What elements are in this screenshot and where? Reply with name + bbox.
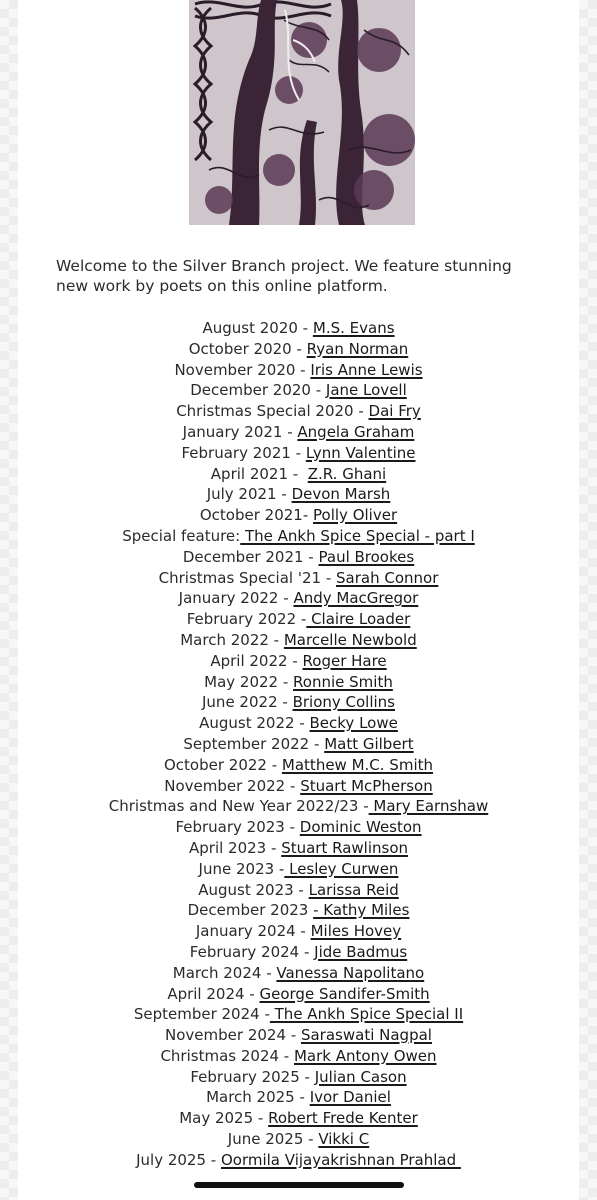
feature-date: November 2022 - xyxy=(164,776,301,795)
feature-entry xyxy=(20,651,577,672)
home-indicator[interactable] xyxy=(194,1182,404,1188)
feature-date: February 2023 - xyxy=(175,818,300,837)
feature-date: Christmas 2024 - xyxy=(160,1046,294,1065)
feature-entry xyxy=(20,339,577,360)
poet-link[interactable]: Stuart McPherson xyxy=(300,776,433,795)
poet-link[interactable]: Marcelle Newbold xyxy=(283,630,417,649)
feature-date: Christmas Special '21 - xyxy=(158,568,336,587)
feature-date: February 2025 - xyxy=(190,1067,315,1086)
feature-entry xyxy=(20,443,577,464)
poet-link[interactable]: Angela Graham xyxy=(297,422,415,441)
poet-link[interactable]: Polly Oliver xyxy=(313,506,398,525)
feature-entry xyxy=(20,1108,577,1129)
feature-entry xyxy=(20,796,577,817)
poet-link[interactable]: Becky Lowe xyxy=(309,714,398,733)
feature-entry xyxy=(20,900,577,921)
feature-entry xyxy=(20,609,577,630)
feature-entry xyxy=(20,380,577,401)
poet-link[interactable]: - Kathy Miles xyxy=(313,901,410,920)
poet-link[interactable]: Mary Earnshaw xyxy=(368,797,489,816)
feature-entry xyxy=(20,713,577,734)
feature-entry xyxy=(20,484,577,505)
feature-entry xyxy=(20,547,577,568)
feature-entry xyxy=(20,692,577,713)
side-pattern-left xyxy=(0,0,18,1200)
feature-date: November 2024 - xyxy=(165,1026,301,1045)
poet-link[interactable]: Claire Loader xyxy=(306,610,411,629)
feature-date: October 2021- xyxy=(199,506,314,525)
poet-link[interactable]: George Sandifer-Smith xyxy=(259,984,430,1003)
feature-entry xyxy=(20,817,577,838)
feature-entry xyxy=(20,464,577,485)
poet-link[interactable]: Lesley Curwen xyxy=(284,859,399,878)
feature-date: February 2021 - xyxy=(181,443,306,462)
feature-entry xyxy=(20,776,577,797)
feature-entry xyxy=(20,588,577,609)
feature-entry xyxy=(20,734,577,755)
feature-date: December 2023 xyxy=(187,901,314,920)
poet-link[interactable]: Paul Brookes xyxy=(318,547,415,566)
feature-date: Christmas Special 2020 - xyxy=(176,402,369,421)
feature-entry xyxy=(20,1004,577,1025)
poet-link[interactable]: Dominic Weston xyxy=(299,818,422,837)
feature-entry xyxy=(20,859,577,880)
poet-link[interactable]: Ryan Norman xyxy=(306,339,409,358)
poet-link[interactable]: Vikki C xyxy=(318,1130,370,1149)
feature-entry xyxy=(20,526,577,547)
poet-link[interactable]: Devon Marsh xyxy=(291,485,391,504)
poet-link[interactable]: Vanessa Napolitano xyxy=(276,963,425,982)
feature-date: February 2022 - xyxy=(186,610,307,629)
side-pattern-right xyxy=(579,0,597,1200)
poet-link[interactable]: Julian Cason xyxy=(314,1067,407,1086)
feature-date: September 2022 - xyxy=(183,734,325,753)
feature-date: August 2023 - xyxy=(198,880,309,899)
feature-date: April 2023 - xyxy=(189,838,282,857)
feature-date: August 2022 - xyxy=(199,714,310,733)
feature-entry xyxy=(20,318,577,339)
poet-feature-list xyxy=(20,318,577,1171)
poet-link[interactable]: Miles Hovey xyxy=(310,922,402,941)
feature-date: October 2020 - xyxy=(188,339,307,358)
feature-date: July 2021 - xyxy=(206,485,292,504)
feature-date: June 2025 - xyxy=(227,1130,319,1149)
feature-entry xyxy=(20,672,577,693)
feature-date: January 2021 - xyxy=(182,422,298,441)
feature-date: March 2025 - xyxy=(206,1088,310,1107)
poet-link[interactable]: Jide Badmus xyxy=(314,942,408,961)
feature-entry xyxy=(20,1087,577,1108)
feature-entry xyxy=(20,360,577,381)
feature-date: April 2021 - xyxy=(210,464,308,483)
feature-entry xyxy=(20,1025,577,1046)
feature-entry xyxy=(20,942,577,963)
poet-link[interactable]: Larissa Reid xyxy=(308,880,399,899)
poet-link[interactable]: Briony Collins xyxy=(292,693,395,712)
poet-link[interactable]: The Ankh Spice Special II xyxy=(269,1005,464,1024)
poet-link[interactable]: Dai Fry xyxy=(368,402,421,421)
feature-entry xyxy=(20,1046,577,1067)
poet-link[interactable]: Jane Lovell xyxy=(325,381,407,400)
poet-link[interactable]: Stuart Rawlinson xyxy=(281,838,408,857)
feature-date: April 2024 - xyxy=(167,984,260,1003)
feature-entry xyxy=(20,1067,577,1088)
intro-text: Welcome to the Silver Branch project. We feature stunning new work by poets on this online platform. xyxy=(56,257,512,295)
feature-entry xyxy=(20,422,577,443)
poet-link[interactable]: Lynn Valentine xyxy=(305,443,416,462)
feature-date: March 2022 - xyxy=(180,630,284,649)
feature-date: Christmas and New Year 2022/23 - xyxy=(108,797,369,816)
feature-entry xyxy=(20,963,577,984)
feature-date: August 2020 - xyxy=(202,319,313,337)
poet-link[interactable]: Iris Anne Lewis xyxy=(310,360,423,379)
feature-entry xyxy=(20,921,577,942)
poet-link[interactable]: Mark Antony Owen xyxy=(293,1046,437,1065)
feature-date: December 2021 - xyxy=(182,547,319,566)
poet-link[interactable]: Andy MacGregor xyxy=(293,589,419,608)
poet-link[interactable]: Oormila Vijayakrishnan Prahlad xyxy=(220,1150,461,1169)
feature-date: February 2024 - xyxy=(189,942,315,961)
feature-date: September 2024 - xyxy=(133,1005,270,1024)
feature-date: Special feature: xyxy=(122,526,241,545)
feature-date: October 2022 - xyxy=(164,755,282,774)
poet-link[interactable]: Ronnie Smith xyxy=(293,672,393,691)
poet-link[interactable]: Saraswati Nagpal xyxy=(300,1026,432,1045)
poet-link[interactable]: Robert Frede Kenter xyxy=(268,1109,418,1128)
poet-link[interactable]: M.S. Evans xyxy=(312,319,395,337)
feature-date: January 2022 - xyxy=(178,589,294,608)
feature-date: July 2025 - xyxy=(136,1150,221,1169)
poet-link[interactable]: Matt Gilbert xyxy=(324,734,414,753)
silver-branch-artwork xyxy=(189,0,415,225)
feature-entry xyxy=(20,505,577,526)
poet-link[interactable]: Ivor Daniel xyxy=(309,1088,391,1107)
feature-date: May 2025 - xyxy=(179,1109,269,1128)
feature-entry xyxy=(20,1129,577,1150)
feature-date: June 2023 - xyxy=(198,859,285,878)
feature-date: April 2022 - xyxy=(210,651,303,670)
feature-entry xyxy=(20,838,577,859)
feature-entry xyxy=(20,401,577,422)
poet-link[interactable]: Matthew M.C. Smith xyxy=(281,755,433,774)
feature-date: March 2024 - xyxy=(172,963,277,982)
feature-date: January 2024 - xyxy=(195,922,311,941)
feature-date: December 2020 - xyxy=(190,381,326,400)
feature-date: June 2022 - xyxy=(202,693,293,712)
feature-entry xyxy=(20,1150,577,1171)
feature-entry xyxy=(20,984,577,1005)
feature-date: May 2022 - xyxy=(204,672,294,691)
poet-link[interactable]: Sarah Connor xyxy=(336,568,439,587)
feature-entry xyxy=(20,880,577,901)
feature-entry xyxy=(20,568,577,589)
poet-link[interactable]: Roger Hare xyxy=(302,651,387,670)
feature-entry xyxy=(20,630,577,651)
feature-date: November 2020 - xyxy=(174,360,311,379)
poet-link[interactable]: The Ankh Spice Special - part I xyxy=(240,526,475,545)
poet-link[interactable]: Z.R. Ghani xyxy=(307,464,387,483)
feature-entry xyxy=(20,755,577,776)
